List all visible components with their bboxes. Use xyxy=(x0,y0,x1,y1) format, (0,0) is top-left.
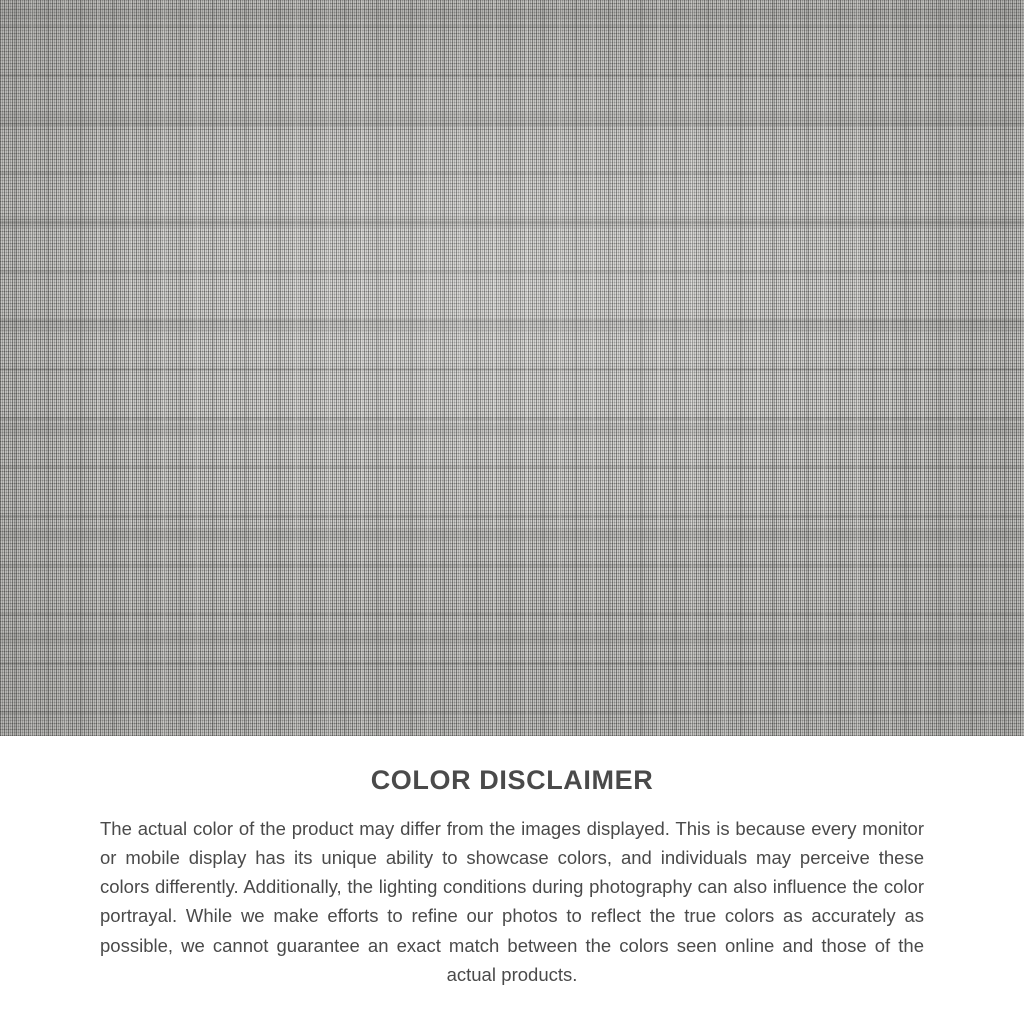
disclaimer-section xyxy=(0,736,1024,1024)
disclaimer-title: COLOR DISCLAIMER xyxy=(370,765,654,795)
disclaimer-body-text: The actual color of the product may differ from the images displayed. This is because every monitor or mobile display has its unique ability to showcase colors, and individuals may perceive these colors differently. Additionally, the lighting conditions during photography can also influence the color portrayal. While we make efforts to refine our photos to reflect the true colors as accurately as possible, we cannot guarantee an exact match between the colors seen online and those of the actual products. xyxy=(100,817,924,985)
